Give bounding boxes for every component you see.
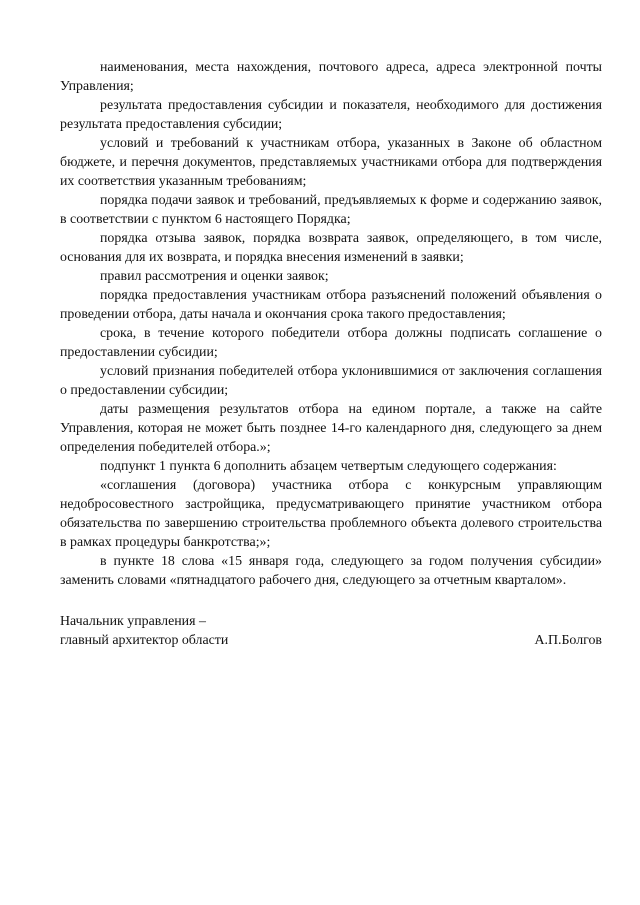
signature-line xyxy=(60,631,602,650)
paragraph-9: условий признания победителей отбора уклонившимися от заключения соглашения о предоставлении субсидии; xyxy=(60,364,602,398)
paragraph-12: «соглашения (договора) участника отбора с конкурсным управляющим недобросовестного застройщика, предусматривающего принятие участником отбора обязательства по завершению строительства проблемного объекта долевого строительства в рамках процедуры банкротства;»; xyxy=(60,478,602,550)
paragraph-2: результата предоставления субсидии и показателя, необходимого для достижения результата предоставления субсидии; xyxy=(60,98,602,132)
paragraph-5: порядка отзыва заявок, порядка возврата заявок, определяющего, в том числе, основания для их возврата, и порядка внесения изменений в заявки; xyxy=(60,231,602,265)
paragraph-4: порядка подачи заявок и требований, предъявляемых к форме и содержанию заявок, в соответствии с пунктом 6 настоящего Порядка; xyxy=(60,193,602,227)
signatory-name: А.П.Болгов xyxy=(534,633,602,648)
signature-block xyxy=(60,612,602,650)
paragraph-1: наименования, места нахождения, почтового адреса, адреса электронной почты Управления; xyxy=(60,60,602,94)
paragraph-13: в пункте 18 слова «15 января года, следующего за годом получения субсидии» заменить словами «пятнадцатого рабочего дня, следующего за отчетным кварталом». xyxy=(60,554,602,588)
paragraph-8: срока, в течение которого победители отбора должны подписать соглашение о предоставлении субсидии; xyxy=(60,326,602,360)
paragraph-7: порядка предоставления участникам отбора разъяснений положений объявления о проведении отбора, даты начала и окончания срока такого предоставления; xyxy=(60,288,602,322)
paragraph-11: подпункт 1 пункта 6 дополнить абзацем четвертым следующего содержания: xyxy=(100,459,557,474)
document-body xyxy=(60,58,602,590)
signatory-title-line-1: Начальник управления – xyxy=(60,614,206,629)
paragraph-6: правил рассмотрения и оценки заявок; xyxy=(100,269,329,284)
signatory-title-line-2: главный архитектор области xyxy=(60,633,229,648)
paragraph-3: условий и требований к участникам отбора, указанных в Законе об областном бюджете, и перечня документов, представляемых участниками отбора для подтверждения их соответствия указанным требованиям; xyxy=(60,136,602,189)
paragraph-10: даты размещения результатов отбора на едином портале, а также на сайте Управления, которая не может быть позднее 14-го календарного дня, следующего за днем определения победителей отбора.»; xyxy=(60,402,602,455)
